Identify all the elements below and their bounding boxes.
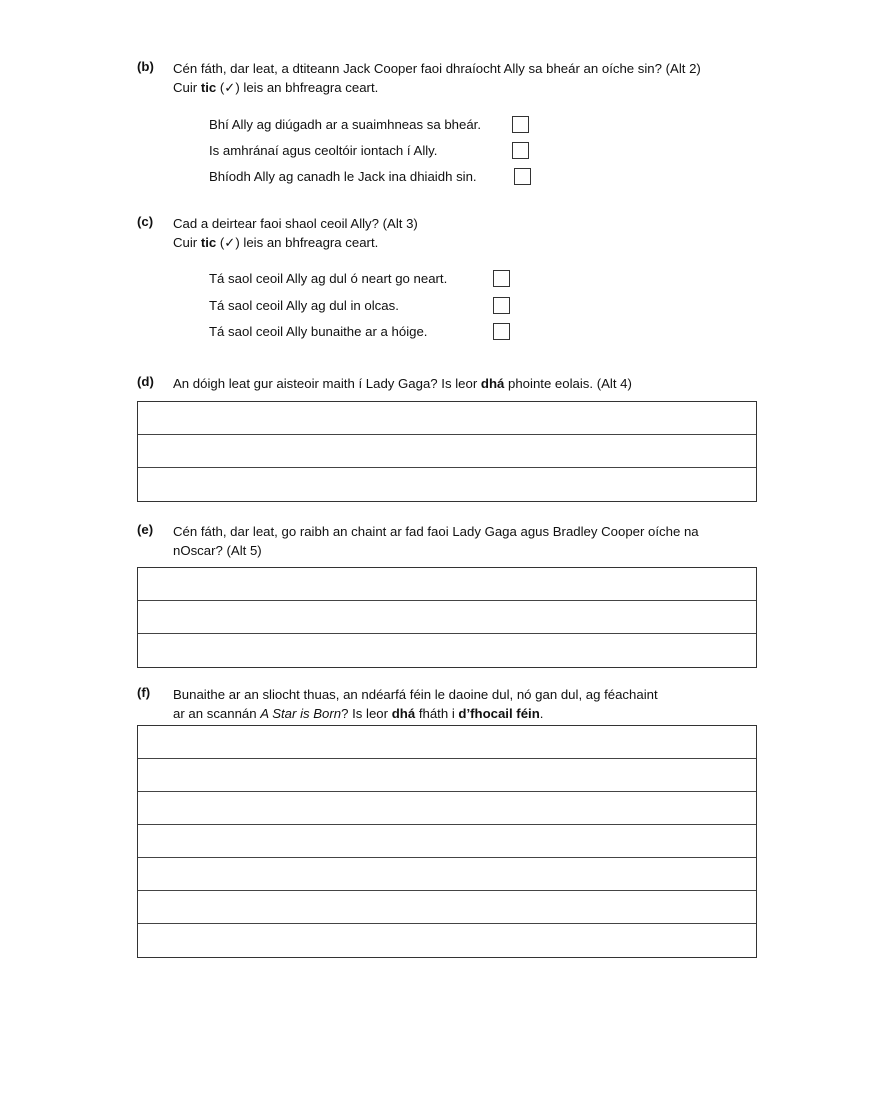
instruction-text: Cuir	[173, 235, 201, 250]
question-e	[137, 522, 777, 560]
prompt-line: Cén fáth, dar leat, go raibh an chaint ar fad faoi Lady Gaga agus Bradley Cooper oíche na	[173, 524, 699, 539]
question-prompt	[173, 374, 777, 393]
instruction-text: (✓) leis an bhfreagra ceart.	[216, 80, 379, 95]
option-text: Tá saol ceoil Ally ag dul ó neart go neart.	[209, 271, 448, 286]
question-text	[173, 214, 777, 252]
instruction-text: (✓) leis an bhfreagra ceart.	[216, 235, 379, 250]
tick-box[interactable]	[493, 297, 510, 314]
question-c	[137, 214, 777, 252]
question-text	[173, 59, 777, 97]
answer-line[interactable]	[138, 634, 756, 667]
answer-line[interactable]	[138, 792, 756, 825]
answer-line[interactable]	[138, 759, 756, 792]
question-f	[137, 685, 777, 723]
question-instruction	[173, 78, 777, 97]
tick-box[interactable]	[493, 323, 510, 340]
prompt-text: ? Is leor	[341, 706, 392, 721]
question-label: (d)	[137, 374, 154, 389]
question-b	[137, 59, 777, 97]
prompt-line: Bunaithe ar an sliocht thuas, an ndéarfá féin le daoine dul, nó gan dul, ag féachaint	[173, 687, 658, 702]
answer-line[interactable]	[138, 726, 756, 759]
prompt-text: phointe eolais. (Alt 4)	[504, 376, 632, 391]
answer-line[interactable]	[138, 468, 756, 501]
answer-line[interactable]	[138, 858, 756, 891]
prompt-text: .	[539, 706, 544, 721]
answer-line[interactable]	[138, 568, 756, 601]
answer-line[interactable]	[138, 924, 756, 957]
question-prompt	[173, 522, 777, 560]
prompt-emphasis: d’fhocail féin	[458, 706, 540, 721]
question-instruction	[173, 233, 777, 252]
tick-box[interactable]	[512, 142, 529, 159]
answer-line[interactable]	[138, 402, 756, 435]
film-title: A Star is Born	[260, 706, 342, 721]
answer-line[interactable]	[138, 891, 756, 924]
prompt-emphasis: dhá	[391, 706, 416, 721]
instruction-emphasis: tic	[200, 235, 217, 250]
answer-box[interactable]	[137, 725, 757, 958]
question-prompt: Cad a deirtear faoi shaol ceoil Ally? (Alt 3)	[173, 216, 418, 231]
prompt-text: An dóigh leat gur aisteoir maith í Lady Gaga? Is leor	[173, 376, 481, 391]
prompt-line: nOscar? (Alt 5)	[173, 543, 262, 558]
option-text: Bhíodh Ally ag canadh le Jack ina dhiaidh sin.	[209, 169, 477, 184]
prompt-emphasis: dhá	[480, 376, 505, 391]
question-label: (f)	[137, 685, 151, 700]
instruction-emphasis: tic	[200, 80, 217, 95]
question-label: (e)	[137, 522, 154, 537]
answer-line[interactable]	[138, 435, 756, 468]
tick-box[interactable]	[493, 270, 510, 287]
option-text: Bhí Ally ag diúgadh ar a suaimhneas sa bheár.	[209, 117, 481, 132]
question-d	[137, 374, 777, 393]
answer-line[interactable]	[138, 825, 756, 858]
question-prompt	[173, 685, 777, 723]
instruction-text: Cuir	[173, 80, 201, 95]
prompt-line	[173, 704, 777, 723]
option-text: Tá saol ceoil Ally bunaithe ar a hóige.	[209, 324, 428, 339]
question-prompt: Cén fáth, dar leat, a dtiteann Jack Cooper faoi dhraíocht Ally sa bheár an oíche sin? (Alt 2)	[173, 61, 701, 76]
tick-box[interactable]	[512, 116, 529, 133]
prompt-text: fháth i	[415, 706, 459, 721]
prompt-text: ar an scannán	[173, 706, 261, 721]
answer-box[interactable]	[137, 401, 757, 502]
question-label: (c)	[137, 214, 154, 229]
answer-box[interactable]	[137, 567, 757, 668]
answer-line[interactable]	[138, 601, 756, 634]
option-text: Is amhránaí agus ceoltóir iontach í Ally.	[209, 143, 438, 158]
tick-box[interactable]	[514, 168, 531, 185]
question-label: (b)	[137, 59, 154, 74]
option-text: Tá saol ceoil Ally ag dul in olcas.	[209, 298, 399, 313]
